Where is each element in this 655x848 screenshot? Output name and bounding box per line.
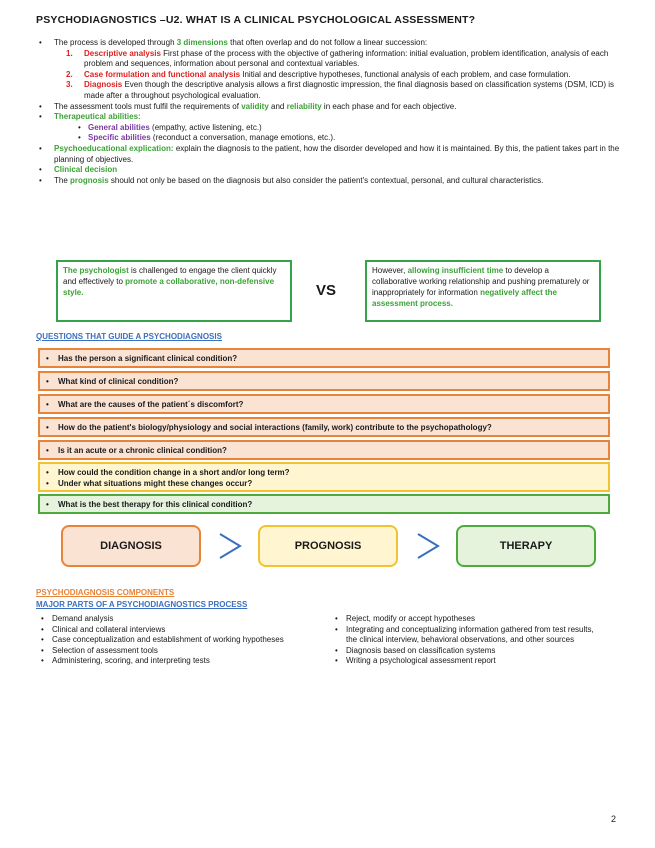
text: to develop a collaborative working relationship and pushing prematurely or inappropriately for information [372,266,590,297]
list-item: • Diagnosis based on classification systems [330,646,600,657]
list-item: • Administering, scoring, and interpreting tests [36,656,306,667]
vs-label: VS [316,282,337,299]
question-text: What is the best therapy for this clinical condition? [58,500,253,509]
dimension-item [54,80,626,101]
validity-highlight: validity [241,101,269,111]
list-item [36,176,626,187]
text: in each phase and for each objective. [321,101,457,111]
text: promote a collaborative, non-defensive style. [63,277,275,297]
ability-item [54,123,626,134]
list-item [36,112,626,144]
question-box: • What kind of clinical condition? [38,371,610,391]
list-item [36,102,626,113]
text: negatively affect the assessment process. [372,288,557,308]
dimension-text: Even though the descriptive analysis allows a first diagnostic impression, the final diagnosis based on classification systems (DSM, ICD) is made after a throughout psychological evaluation. [84,80,615,100]
text: and [268,101,287,111]
components-left-list [36,614,306,667]
question-text: Under what situations might these changes occur? [58,479,253,488]
dimension-text: Initial and descriptive hypotheses, functional analysis of each problem, and case formulation. [240,69,571,79]
list-item: • Writing a psychological assessment report [330,656,600,667]
components-right-list [330,614,600,667]
list-item [36,144,626,165]
list-item: • Demand analysis [36,614,306,625]
dimension-label: Case formulation and functional analysis [84,69,241,79]
list-item: • Clinical and collateral interviews [36,625,306,636]
dimension-label: Diagnosis [84,80,123,90]
page-number: 2 [611,814,617,824]
text: that often overlap and do not follow a linear succession: [227,38,428,47]
prognosis-box: PROGNOSIS [258,525,398,567]
chevron-right-icon [216,532,244,560]
psychologist-box [56,260,292,322]
text: is challenged to engage the client quickly and effectively to [63,266,277,286]
question-text: Has the person a significant clinical condition? [58,354,238,363]
question-box: • Is it an acute or a chronic clinical condition? [38,440,610,460]
text: However, [372,266,408,275]
dimension-number: 1. [66,48,73,58]
clinical-decision-label: Clinical decision [54,165,118,175]
ability-text: (empathy, active listening, etc.) [149,122,262,132]
chevron-right-icon [414,532,442,560]
question-text: Is it an acute or a chronic clinical condition? [58,446,227,455]
list-item: • Selection of assessment tools [36,646,306,657]
text: The process is developed through [54,38,177,47]
intro-list [36,38,626,186]
question-box: • What is the best therapy for this clinical condition? [38,494,610,514]
ability-text: (reconduct a conversation, manage emotions, etc.). [150,133,336,143]
ability-label: General abilities [88,122,150,132]
text: The psychologist [63,266,129,275]
question-text: How could the condition change in a short and/or long term? [58,468,290,477]
dimension-item [54,70,626,81]
text: explain the diagnosis to the patient, how the disorder developed and how it is maintained. By this, the patient takes part in the planning of objectives. [54,143,620,164]
dimension-label: Descriptive analysis [84,48,161,58]
components-title: PSYCHODIAGNOSIS COMPONENTS [36,588,175,597]
text: The assessment tools must fulfil the requirements of [54,101,242,111]
question-box: • What are the causes of the patient´s discomfort? [38,394,610,414]
dimension-number: 3. [66,80,73,90]
insufficient-time-box [365,260,601,322]
diagnosis-box: DIAGNOSIS [61,525,201,567]
dimensions-list [54,49,626,102]
major-parts-title: MAJOR PARTS OF A PSYCHODIAGNOSTICS PROCESS [36,600,248,609]
list-item: • Integrating and conceptualizing information gathered from test results, the clinical interview, behavioral observations, and other sources [330,625,600,646]
psychoeducational-label: Psychoeducational explication: [54,143,174,153]
dimension-item [54,49,626,70]
text: allowing insufficient time [407,266,504,275]
list-item [36,165,626,176]
therapy-box: THERAPY [456,525,596,567]
dimensions-highlight: 3 dimensions [176,38,228,47]
text: The [54,175,71,185]
question-box: • Has the person a significant clinical condition? [38,348,610,368]
list-item [36,38,626,102]
therapeutical-label: Therapeutical abilities: [54,112,141,122]
question-box: • How do the patient's biology/physiology and social interactions (family, work) contribute to the psychopathology? [38,417,610,437]
ability-label: Specific abilities [88,133,151,143]
reliability-highlight: reliability [286,101,322,111]
question-text: What kind of clinical condition? [58,377,179,386]
question-text: What are the causes of the patient´s discomfort? [58,400,244,409]
question-text: How do the patient's biology/physiology and social interactions (family, work) contribute to the psychopathology? [58,423,492,432]
page-title: PSYCHODIAGNOSTICS –U2. WHAT IS A CLINICAL PSYCHOLOGICAL ASSESSMENT? [36,14,476,26]
dimension-text: First phase of the process with the objective of gathering information: initial evaluation, problem identification, analysis of each problem and sequences, information about personal and contextual variables. [84,48,609,69]
text: should not only be based on the diagnosis but also consider the patient's contextual, personal, and cultural characteristics. [108,175,544,185]
abilities-list [54,123,626,144]
ability-item [54,133,626,144]
list-item: • Case conceptualization and establishment of working hypotheses [36,635,306,646]
prognosis-highlight: prognosis [70,175,109,185]
questions-title: QUESTIONS THAT GUIDE A PSYCHODIAGNOSIS [36,332,222,341]
question-box: • How could the condition change in a short and/or long term? • Under what situations might these changes occur? [38,462,610,492]
dimension-number: 2. [66,69,73,79]
list-item: • Reject, modify or accept hypotheses [330,614,600,625]
